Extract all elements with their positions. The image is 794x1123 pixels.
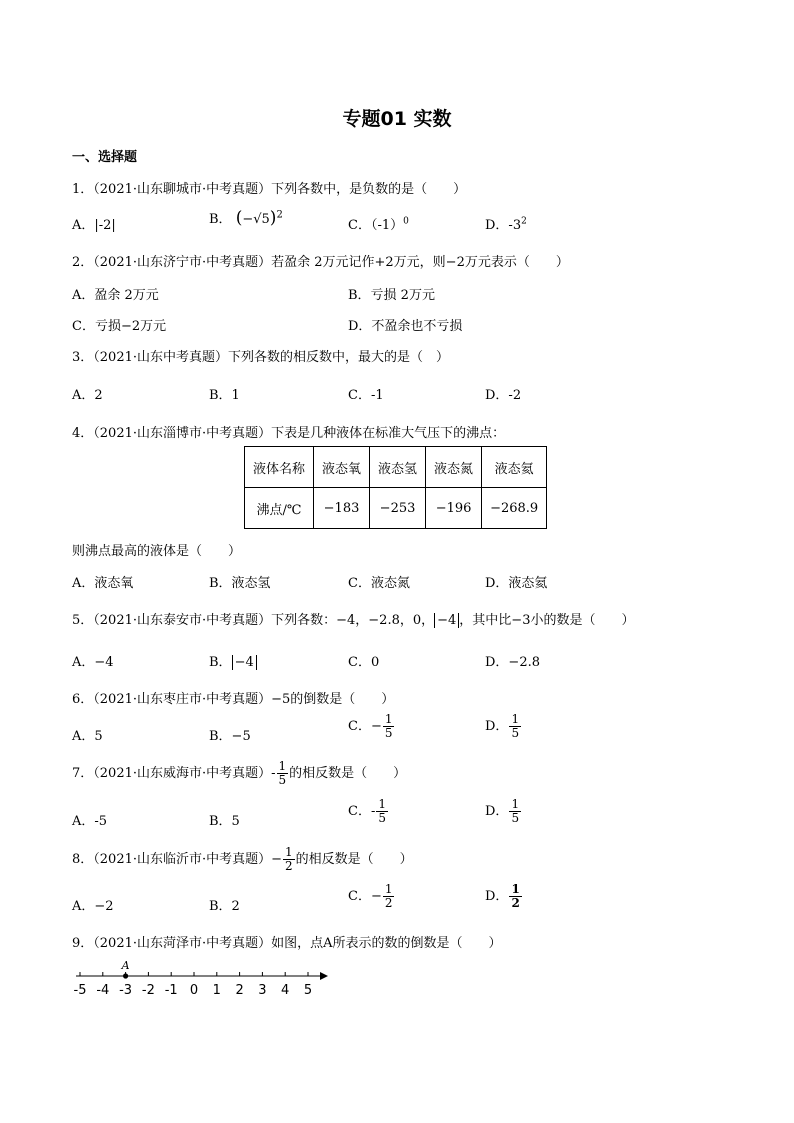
question-2-option-b: B．亏损 2万元 xyxy=(348,288,435,303)
question-8-option-d: D． $\frac{1}{2}$ xyxy=(485,882,520,911)
table-cell: 液态氢 xyxy=(370,447,426,488)
question-1-option-d: D．$-3^2$ xyxy=(485,216,527,233)
table-cell: −268.9 xyxy=(482,488,547,529)
table-cell: 液态氦 xyxy=(482,447,547,488)
tick-label: 3 xyxy=(258,983,267,998)
tick-label: 2 xyxy=(235,983,244,998)
question-5-option-b: B． −4 xyxy=(209,651,257,670)
question-5-stem: 5．（2021·山东泰安市·中考真题）下列各数：−4，−2.8，0， −4 ，其中比−3小的数是（ ） xyxy=(72,613,635,628)
tick-label: 0 xyxy=(189,983,199,998)
tick-label: -4 xyxy=(96,983,110,998)
page-title: 专题01 实数 xyxy=(342,108,452,130)
question-5-option-d: D．−2.8 xyxy=(485,655,540,670)
question-2-option-a: A．盈余 2万元 xyxy=(72,288,159,303)
question-1-option-b: B． $(-√5)^2$ xyxy=(209,208,283,228)
tick-label: 4 xyxy=(281,983,290,998)
question-3-option-c: C．-1 xyxy=(348,388,384,403)
sqrt-expression: −√5 xyxy=(242,212,270,227)
question-8-option-a: A．−2 xyxy=(72,899,114,914)
question-1-option-c: C．$(-1)^0$ xyxy=(348,216,409,233)
question-7-stem: 7．（2021·山东威海市·中考真题）- $\frac{1}{5}$ 的相反数是（ ） xyxy=(72,759,407,788)
question-4-stem: 4．（2021·山东淄博市·中考真题）下表是几种液体在标准大气压下的沸点： xyxy=(72,426,506,441)
arrow-right-icon xyxy=(320,972,328,980)
question-6-option-b: B．−5 xyxy=(209,729,251,744)
absolute-value: −4 xyxy=(434,613,459,628)
fraction: $\frac{1}{5}$ xyxy=(378,797,386,826)
question-4-followup: 则沸点最高的液体是（ ） xyxy=(72,544,242,559)
table-cell: −253 xyxy=(370,488,426,529)
table-cell: 沸点/℃ xyxy=(245,488,314,529)
number-line xyxy=(68,956,338,998)
tick-label: -5 xyxy=(73,983,87,998)
option-b-prefix: B． xyxy=(209,212,232,227)
fraction: $\frac{1}{5}$ xyxy=(384,712,393,741)
question-6-option-a: A．5 xyxy=(72,729,103,744)
tick-label: -1 xyxy=(164,983,178,998)
question-8-option-b: B．2 xyxy=(209,899,240,914)
fraction: $\frac{1}{2}$ xyxy=(384,882,393,911)
question-5-option-a: A．−4 xyxy=(72,655,114,670)
table-header-row xyxy=(245,447,547,488)
table-cell: 液态氮 xyxy=(426,447,482,488)
absolute-value: −4 xyxy=(232,655,257,670)
point-a-label: A xyxy=(121,959,130,972)
question-1-stem: 1．（2021·山东聊城市·中考真题）下列各数中，是负数的是（ ） xyxy=(72,182,467,197)
table-cell: −196 xyxy=(426,488,482,529)
question-7-option-a: A．-5 xyxy=(72,814,108,829)
fraction: $\frac{1}{5}$ xyxy=(511,797,520,826)
tick-label: -2 xyxy=(141,983,155,998)
exponent: 2 xyxy=(276,209,283,221)
question-5-option-c: C．0 xyxy=(348,655,380,670)
fraction: $\frac{1}{2}$ xyxy=(511,882,520,911)
question-3-option-b: B．1 xyxy=(209,388,240,403)
question-4-option-a: A．液态氧 xyxy=(72,576,134,591)
tick-label: 1 xyxy=(212,983,221,998)
question-1-option-a: A．|-2| xyxy=(72,218,116,233)
section-heading: 一、选择题 xyxy=(72,150,138,165)
question-3-option-a: A．2 xyxy=(72,388,103,403)
tick-label: -3 xyxy=(119,983,133,998)
question-9-stem: 9．（2021·山东菏泽市·中考真题）如图，点A所表示的数的倒数是（ ） xyxy=(72,936,502,951)
question-4-option-c: C．液态氮 xyxy=(348,576,410,591)
question-8-stem: 8．（2021·山东临沂市·中考真题）− $\frac{1}{2}$ 的相反数是（ ） xyxy=(72,845,413,874)
question-8-option-c: C．− $\frac{1}{2}$ xyxy=(348,882,393,911)
fraction: $\frac{1}{5}$ xyxy=(278,759,287,788)
table-row xyxy=(245,488,547,529)
question-7-option-b: B．5 xyxy=(209,814,240,829)
point-a-marker xyxy=(123,973,128,978)
question-3-stem: 3．（2021·山东中考真题）下列各数的相反数中，最大的是（ ） xyxy=(72,350,449,365)
question-2-option-d: D．不盈余也不亏损 xyxy=(348,319,463,334)
table-cell: 液态氧 xyxy=(314,447,370,488)
question-4-option-d: D．液态氦 xyxy=(485,576,548,591)
tick-label: 5 xyxy=(303,983,313,998)
question-6-option-d: D． $\frac{1}{5}$ xyxy=(485,712,520,741)
question-7-option-d: D． $\frac{1}{5}$ xyxy=(485,797,520,826)
table-cell: −183 xyxy=(314,488,370,529)
question-2-option-c: C．亏损−2万元 xyxy=(72,319,167,334)
table-cell: 液体名称 xyxy=(245,447,314,488)
question-2-stem: 2．（2021·山东济宁市·中考真题）若盈余 2万元记作+2万元，则−2万元表示（ ） xyxy=(72,255,569,270)
question-4-option-b: B．液态氢 xyxy=(209,576,271,591)
question-6-option-c: C．− $\frac{1}{5}$ xyxy=(348,712,393,741)
boiling-point-table xyxy=(244,446,547,529)
question-6-stem: 6．（2021·山东枣庄市·中考真题）−5的倒数是（ ） xyxy=(72,692,395,707)
question-3-option-d: D．-2 xyxy=(485,388,522,403)
question-7-option-c: C．- $\frac{1}{5}$ xyxy=(348,797,386,826)
fraction: $\frac{1}{2}$ xyxy=(285,845,293,874)
fraction: $\frac{1}{5}$ xyxy=(511,712,520,741)
